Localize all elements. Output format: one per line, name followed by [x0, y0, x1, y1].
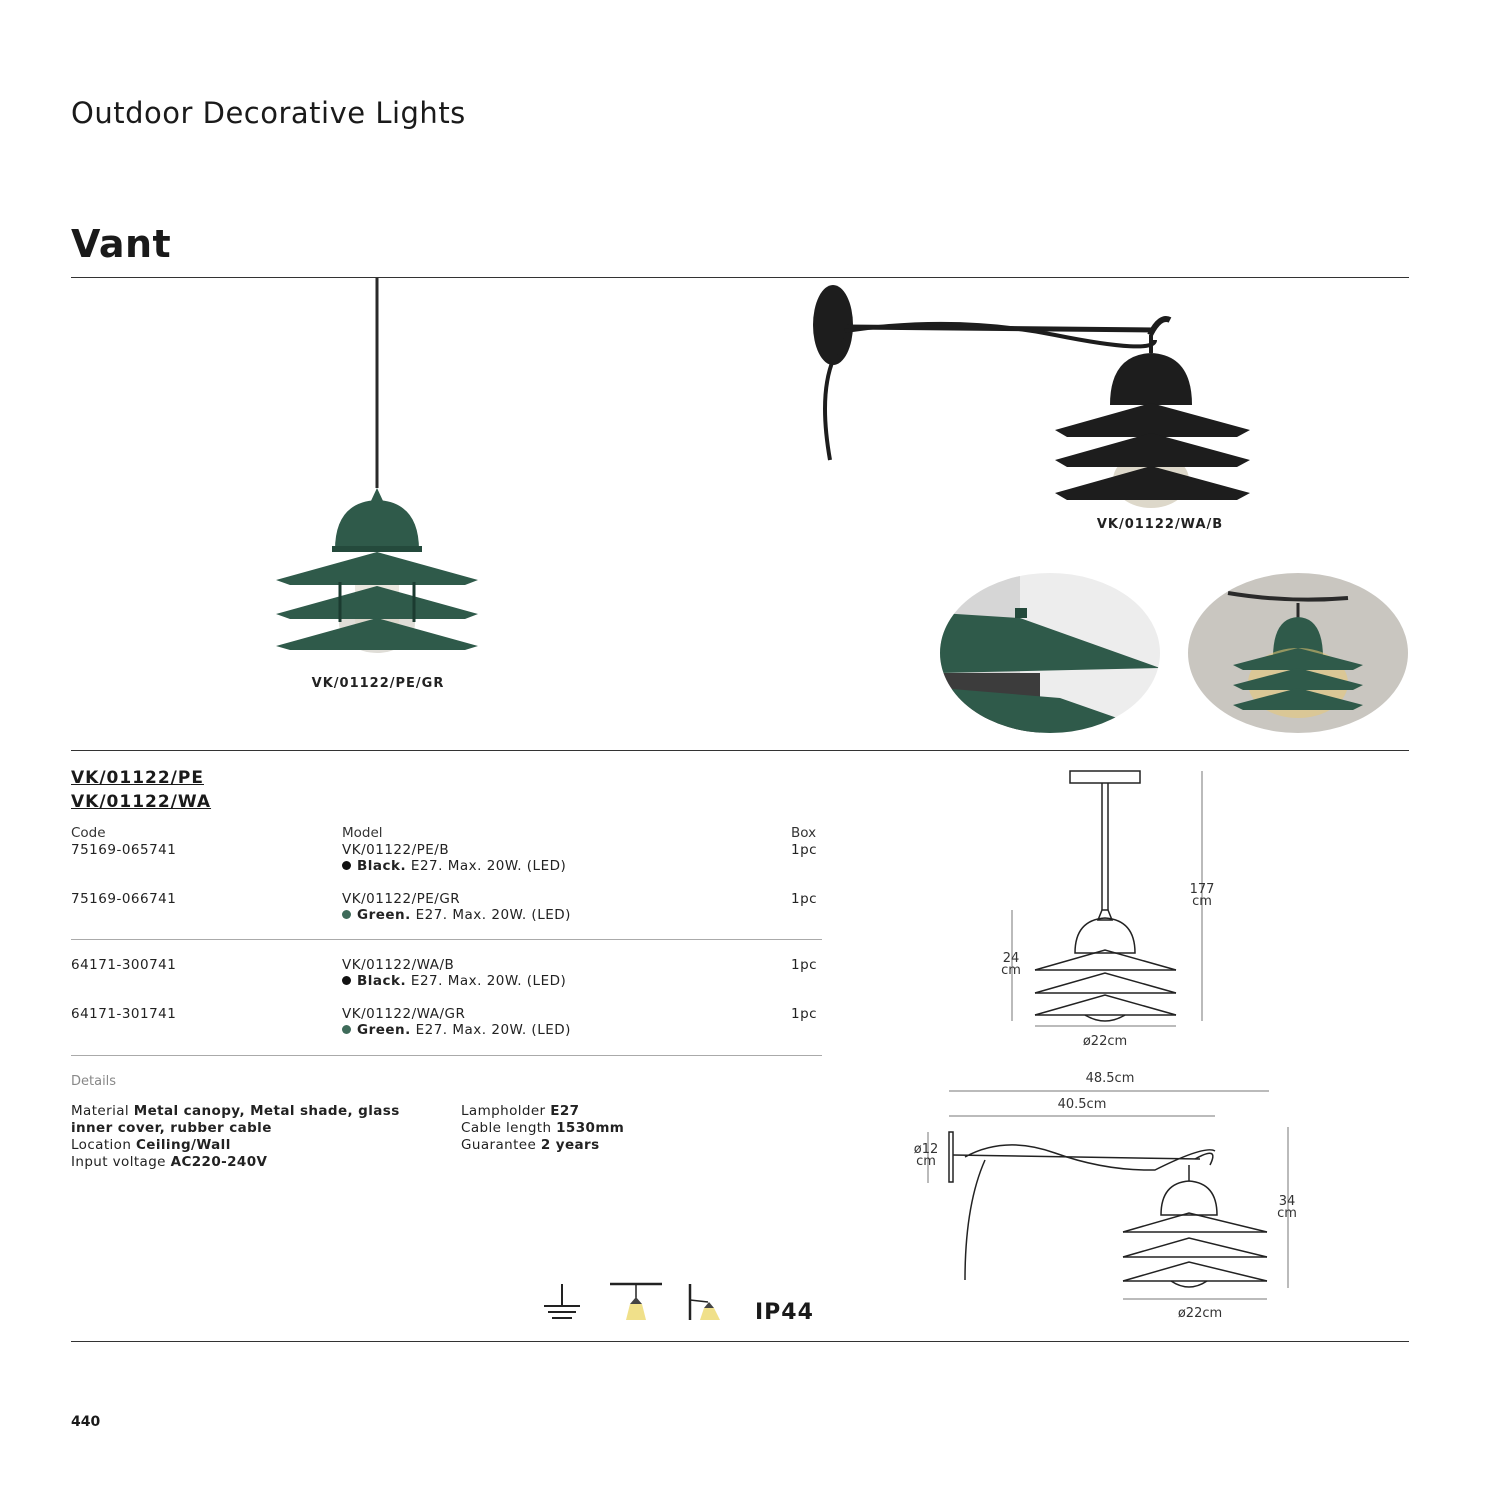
wall-plate-diameter-label: ø12 cm: [913, 1142, 939, 1169]
detail-photo-shade: [940, 573, 1160, 733]
photos-divider: [71, 750, 1409, 751]
wall-lamp-photo: [805, 285, 1265, 515]
model-heading-pendant: VK/01122/PE: [71, 768, 204, 788]
wall-dimension-drawing: [905, 1085, 1295, 1310]
product-title: Vant: [71, 222, 172, 266]
material-spec: Material Metal canopy, Metal shade, glass inner cover, rubber cable: [71, 1103, 400, 1136]
wall-inner-width-label: 40.5cm: [1057, 1097, 1107, 1112]
row-code: 64171-300741: [71, 957, 177, 973]
ip-rating: IP44: [755, 1300, 814, 1325]
row-code: 75169-066741: [71, 891, 177, 907]
col-header-model: Model: [342, 825, 383, 841]
wall-photo-caption: VK/01122/WA/B: [1096, 517, 1224, 532]
location-spec: Location Ceiling/Wall: [71, 1137, 231, 1153]
color-swatch: [342, 1025, 351, 1034]
details-right: [461, 1103, 741, 1154]
table-bottom-divider: [71, 1055, 822, 1056]
detail-photo-lit: [1188, 573, 1408, 733]
page-number: 440: [71, 1414, 101, 1430]
row-model: VK/01122/PE/GR: [342, 891, 461, 907]
voltage-spec: Input voltage AC220-240V: [71, 1154, 268, 1170]
pendant-total-height-label: 177 cm: [1189, 882, 1215, 909]
row-code: 64171-301741: [71, 1006, 177, 1022]
wall-diameter-label: ø22cm: [1177, 1306, 1223, 1321]
color-swatch: [342, 861, 351, 870]
guarantee-spec: Guarantee 2 years: [461, 1137, 600, 1153]
pendant-photo-caption: VK/01122/PE/GR: [311, 676, 445, 691]
color-swatch: [342, 910, 351, 919]
row-spec: Black. E27. Max. 20W. (LED): [342, 973, 566, 989]
cable-spec: Cable length 1530mm: [461, 1120, 625, 1136]
model-heading-wall: VK/01122/WA: [71, 792, 212, 812]
section-title: Outdoor Decorative Lights: [71, 96, 466, 130]
table-divider: [71, 939, 822, 940]
col-header-box: Box: [791, 825, 817, 841]
row-spec: Green. E27. Max. 20W. (LED): [342, 907, 571, 923]
row-model: VK/01122/PE/B: [342, 842, 450, 858]
pendant-lamp-photo: [260, 278, 500, 658]
details-left: [71, 1103, 431, 1171]
details-heading: Details: [71, 1074, 117, 1089]
row-code: 75169-065741: [71, 842, 177, 858]
wall-outer-width-label: 48.5cm: [1085, 1071, 1135, 1086]
pendant-height-label: 24 cm: [1001, 951, 1021, 978]
wall-mount-icon: [686, 1282, 732, 1324]
row-box: 1pc: [791, 957, 818, 973]
color-swatch: [342, 976, 351, 985]
row-box: 1pc: [791, 842, 818, 858]
lampholder-spec: Lampholder E27: [461, 1103, 580, 1119]
footer-divider: [71, 1341, 1409, 1342]
row-box: 1pc: [791, 891, 818, 907]
col-header-code: Code: [71, 825, 106, 841]
pendant-diameter-label: ø22cm: [1082, 1034, 1128, 1049]
row-spec: Black. E27. Max. 20W. (LED): [342, 858, 566, 874]
ceiling-mount-icon: [608, 1280, 664, 1324]
row-spec: Green. E27. Max. 20W. (LED): [342, 1022, 571, 1038]
row-model: VK/01122/WA/B: [342, 957, 455, 973]
wall-height-label: 34 cm: [1277, 1194, 1297, 1221]
row-model: VK/01122/WA/GR: [342, 1006, 466, 1022]
row-box: 1pc: [791, 1006, 818, 1022]
ground-icon: [540, 1280, 584, 1324]
